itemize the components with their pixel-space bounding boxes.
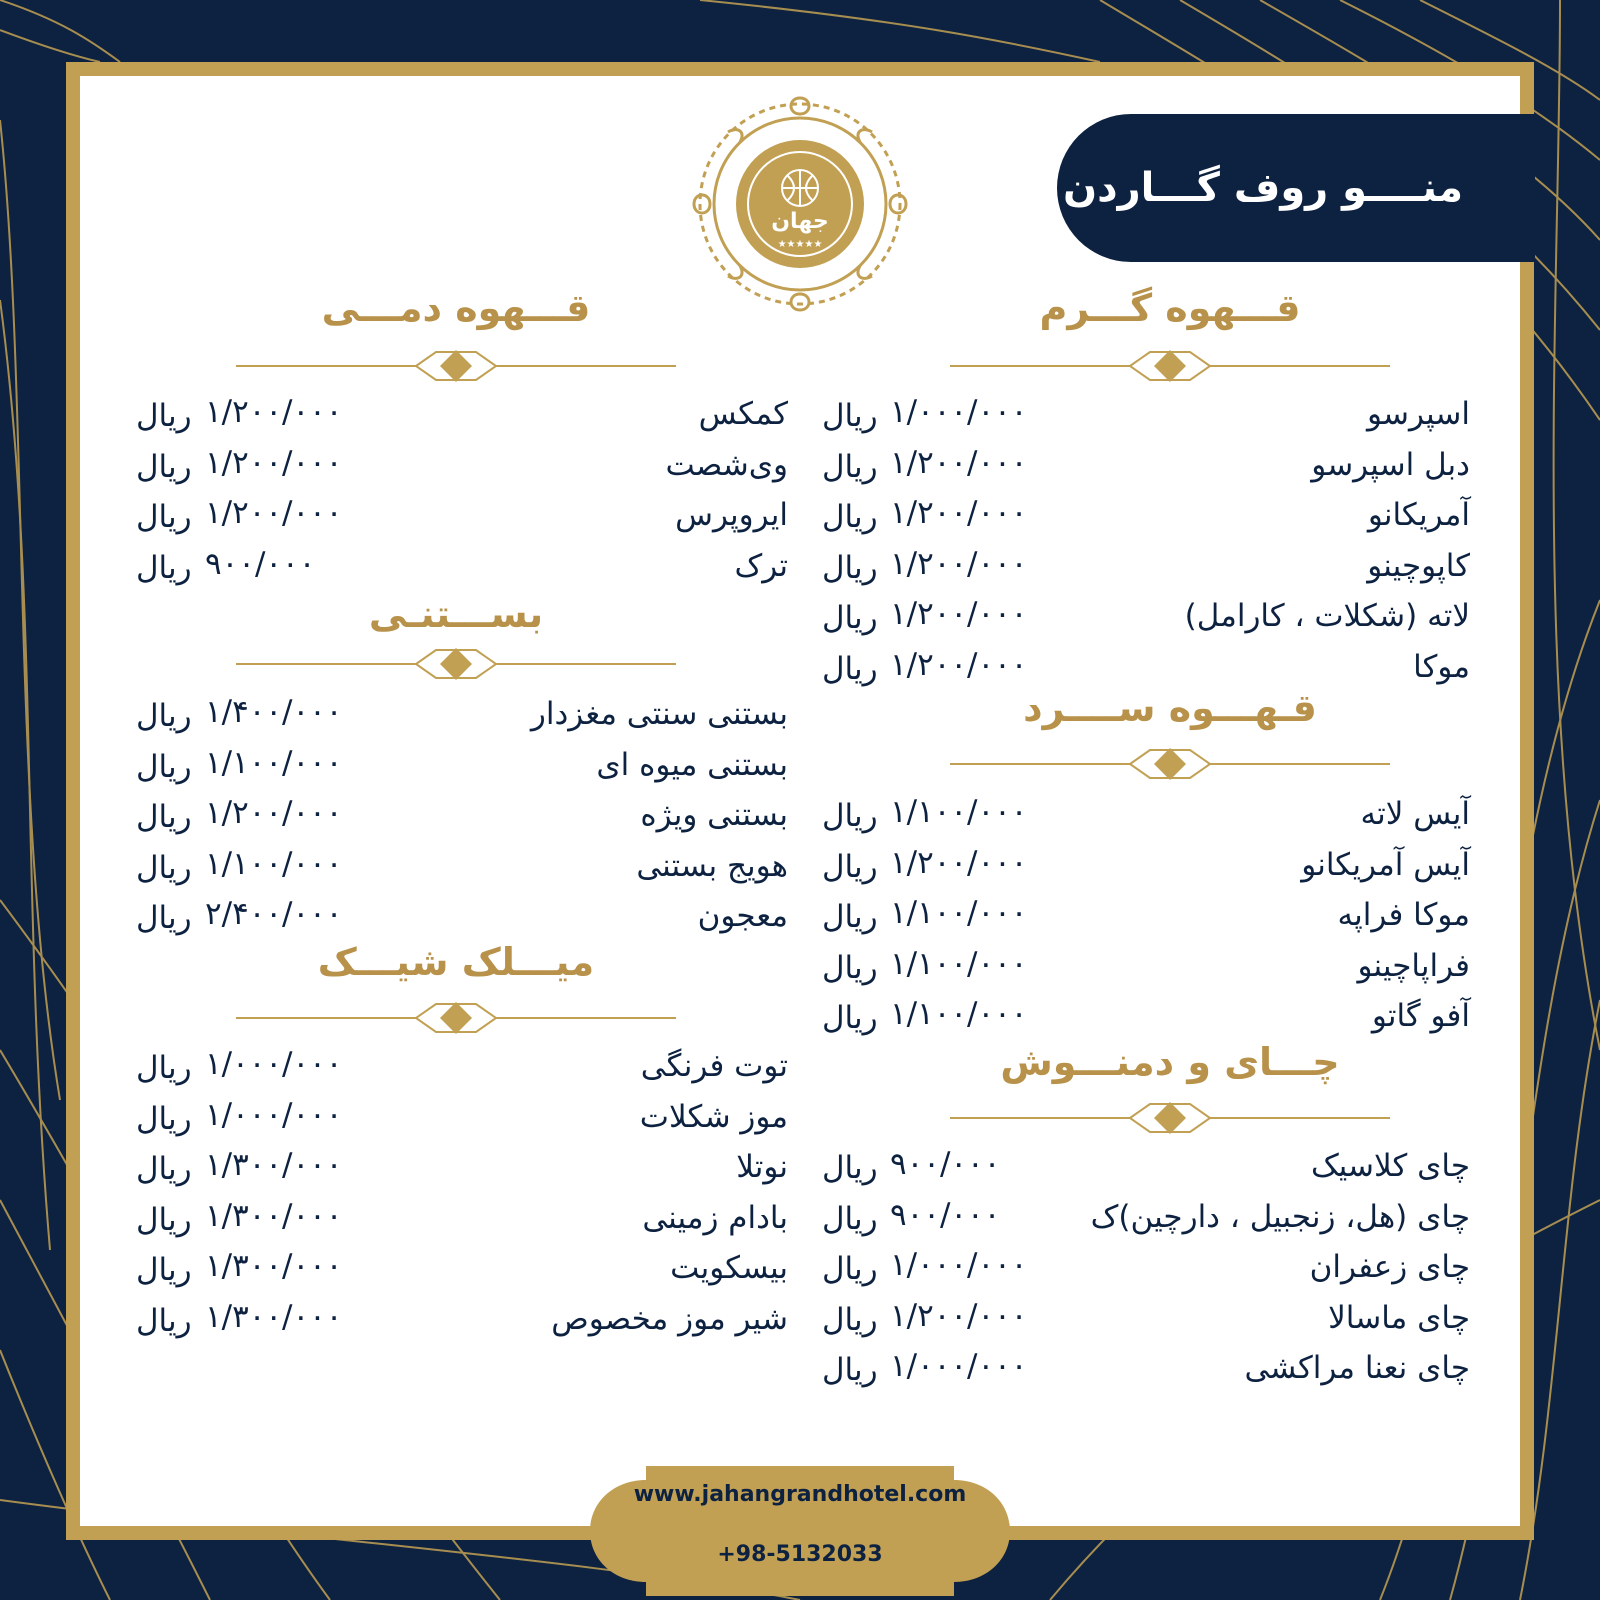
hotel-emblem-icon (688, 92, 912, 316)
menu-item-name: لاته (شکلات ، کارامل) (1184, 598, 1470, 634)
menu-item-name: توت فرنگی (640, 1048, 788, 1084)
menu-item-price: ۹۰۰/۰۰۰ (890, 1196, 1001, 1233)
menu-item-price: ۱/۳۰۰/۰۰۰ (205, 1298, 343, 1335)
menu-item-name: معجون (697, 898, 788, 934)
menu-item-currency: ریال (822, 600, 878, 636)
menu-item-name: بیسکویت (670, 1250, 788, 1286)
menu-item-name: چای ماسالا (1328, 1299, 1470, 1336)
menu-item-price: ۱/۲۰۰/۰۰۰ (205, 444, 343, 481)
phone-number[interactable]: +98-5132033 (717, 1542, 883, 1567)
menu-item-price: ۹۰۰/۰۰۰ (205, 545, 316, 582)
section-title-milkshake: میـــلک شیـــک (317, 940, 595, 984)
menu-item-currency: ریال (822, 1301, 878, 1338)
svg-text:★★★★★: ★★★★★ (777, 239, 823, 250)
menu-item-name: آیس آمریکانو (1301, 846, 1470, 883)
menu-item-price: ۱/۰۰۰/۰۰۰ (205, 1046, 343, 1082)
menu-item-name: بادام زمینی (642, 1199, 788, 1236)
menu-item-name: نوتلا (736, 1149, 788, 1185)
menu-item-name: کمکس (698, 396, 788, 432)
menu-item-currency: ریال (822, 448, 878, 485)
menu-item-price: ۱/۳۰۰/۰۰۰ (205, 1248, 343, 1284)
menu-item-price: ۱/۲۰۰/۰۰۰ (205, 795, 343, 831)
menu-item-currency: ریال (136, 799, 192, 835)
menu-item-name: چای کلاسیک (1310, 1148, 1470, 1184)
menu-item-price: ۱/۱۰۰/۰۰۰ (205, 744, 343, 781)
menu-item-name: اسپرسو (1366, 396, 1470, 432)
menu-title: منــــو روف گـــاردن (1062, 165, 1463, 211)
menu-item-price: ۱/۱۰۰/۰۰۰ (890, 996, 1028, 1032)
menu-item-currency: ریال (136, 748, 192, 785)
website-link[interactable]: www.jahangrandhotel.com (633, 1482, 967, 1507)
menu-item-name: ترک (734, 547, 788, 584)
menu-item-price: ۱/۳۰۰/۰۰۰ (205, 1147, 343, 1183)
menu-item-name: ایروپرس (675, 497, 788, 533)
menu-item-price: ۱/۲۰۰/۰۰۰ (890, 1297, 1028, 1334)
menu-item-currency: ریال (822, 949, 878, 986)
menu-item-name: فراپاچینو (1357, 947, 1470, 984)
menu-item-currency: ریال (136, 549, 192, 586)
menu-item-currency: ریال (822, 1000, 878, 1036)
menu-item-name: دبل اسپرسو (1311, 446, 1470, 483)
menu-item-price: ۱/۲۰۰/۰۰۰ (890, 545, 1028, 582)
menu-item-currency: ریال (822, 798, 878, 834)
menu-item-price: ۱/۰۰۰/۰۰۰ (890, 1247, 1028, 1283)
menu-title-banner (1057, 114, 1535, 262)
menu-item-currency: ریال (822, 398, 878, 434)
menu-item-currency: ریال (822, 1251, 878, 1287)
menu-item-price: ۹۰۰/۰۰۰ (890, 1146, 1001, 1182)
menu-item-price: ۱/۱۰۰/۰۰۰ (890, 895, 1028, 931)
menu-item-price: ۱/۲۰۰/۰۰۰ (890, 444, 1028, 481)
menu-item-price: ۱/۲۰۰/۰۰۰ (890, 495, 1028, 531)
menu-item-price: ۱/۰۰۰/۰۰۰ (890, 1348, 1028, 1384)
menu-item-price: ۲/۴۰۰/۰۰۰ (205, 896, 343, 932)
menu-item-price: ۱/۴۰۰/۰۰۰ (205, 694, 343, 730)
menu-item-currency: ریال (136, 448, 192, 485)
menu-item-name: چای (هل، زنجبیل ، دارچین)ک (1090, 1198, 1470, 1235)
menu-item-currency: ریال (136, 499, 192, 535)
menu-item-currency: ریال (136, 1201, 192, 1238)
menu-item-currency: ریال (136, 398, 192, 434)
menu-item-currency: ریال (136, 1100, 192, 1137)
menu-item-currency: ریال (136, 1302, 192, 1339)
menu-item-name: بستنی سنتی مغزدار (530, 696, 788, 732)
menu-item-currency: ریال (136, 900, 192, 936)
menu-item-currency: ریال (136, 1050, 192, 1086)
menu-item-currency: ریال (136, 1252, 192, 1288)
menu-item-name: چای نعنا مراکشی (1244, 1350, 1470, 1386)
menu-item-name: موز شکلات (639, 1098, 788, 1135)
ornament-divider (236, 998, 676, 1038)
menu-item-currency: ریال (822, 848, 878, 885)
menu-item-name: هویج بستنی (636, 847, 788, 884)
menu-item-name: شیر موز مخصوص (551, 1300, 788, 1337)
section-title-ice-cream: بســـتنـی (368, 592, 544, 636)
menu-item-currency: ریال (822, 1150, 878, 1186)
ornament-divider (950, 744, 1390, 784)
menu-item-currency: ریال (136, 849, 192, 886)
menu-item-price: ۱/۱۰۰/۰۰۰ (890, 945, 1028, 982)
ornament-divider (950, 346, 1390, 386)
menu-item-price: ۱/۲۰۰/۰۰۰ (890, 646, 1028, 683)
menu-item-currency: ریال (822, 650, 878, 687)
menu-item-name: بستنی ویژه (640, 797, 788, 833)
menu-item-name: کاپوچینو (1367, 547, 1470, 584)
menu-item-currency: ریال (822, 899, 878, 935)
section-title-brewed-coffee: قـــهوه دمـــی (321, 286, 591, 330)
menu-item-name: آمریکانو (1367, 497, 1470, 533)
menu-item-currency: ریال (136, 698, 192, 734)
menu-item-currency: ریال (136, 1151, 192, 1187)
menu-item-currency: ریال (822, 549, 878, 586)
menu-item-price: ۱/۱۰۰/۰۰۰ (205, 845, 343, 882)
menu-item-price: ۱/۰۰۰/۰۰۰ (890, 394, 1028, 430)
section-title-cold-coffee: قـهـــوه ســــرد (1023, 686, 1317, 730)
menu-item-price: ۱/۳۰۰/۰۰۰ (205, 1197, 343, 1234)
menu-item-currency: ریال (822, 1200, 878, 1237)
menu-item-currency: ریال (822, 1352, 878, 1388)
menu-item-name: موکا فراپه (1337, 897, 1470, 933)
menu-item-price: ۱/۲۰۰/۰۰۰ (890, 844, 1028, 881)
section-title-tea: چـــای و دمنـــوش (1000, 1040, 1340, 1084)
menu-item-name: چای زعفران (1309, 1249, 1470, 1285)
ornament-divider (236, 644, 676, 684)
menu-item-price: ۱/۲۰۰/۰۰۰ (205, 495, 343, 531)
menu-item-name: آیس لاته (1360, 796, 1470, 832)
menu-item-price: ۱/۲۰۰/۰۰۰ (205, 394, 343, 430)
menu-item-currency: ریال (822, 499, 878, 535)
ornament-divider (236, 346, 676, 386)
menu-item-price: ۱/۰۰۰/۰۰۰ (205, 1096, 343, 1133)
svg-text:جهان: جهان (771, 209, 829, 234)
menu-item-price: ۱/۱۰۰/۰۰۰ (890, 794, 1028, 830)
menu-item-name: آفو گاتو (1371, 998, 1470, 1034)
menu-item-name: بستنی میوه ای (596, 746, 788, 783)
ornament-divider (950, 1098, 1390, 1138)
menu-item-name: وی‌شصت (665, 446, 788, 483)
menu-item-name: موکا (1413, 648, 1470, 685)
section-title-hot-coffee: قـــهوه گـــرم (1039, 286, 1301, 330)
menu-item-price: ۱/۲۰۰/۰۰۰ (890, 596, 1028, 632)
contact-footer (586, 1462, 1014, 1600)
